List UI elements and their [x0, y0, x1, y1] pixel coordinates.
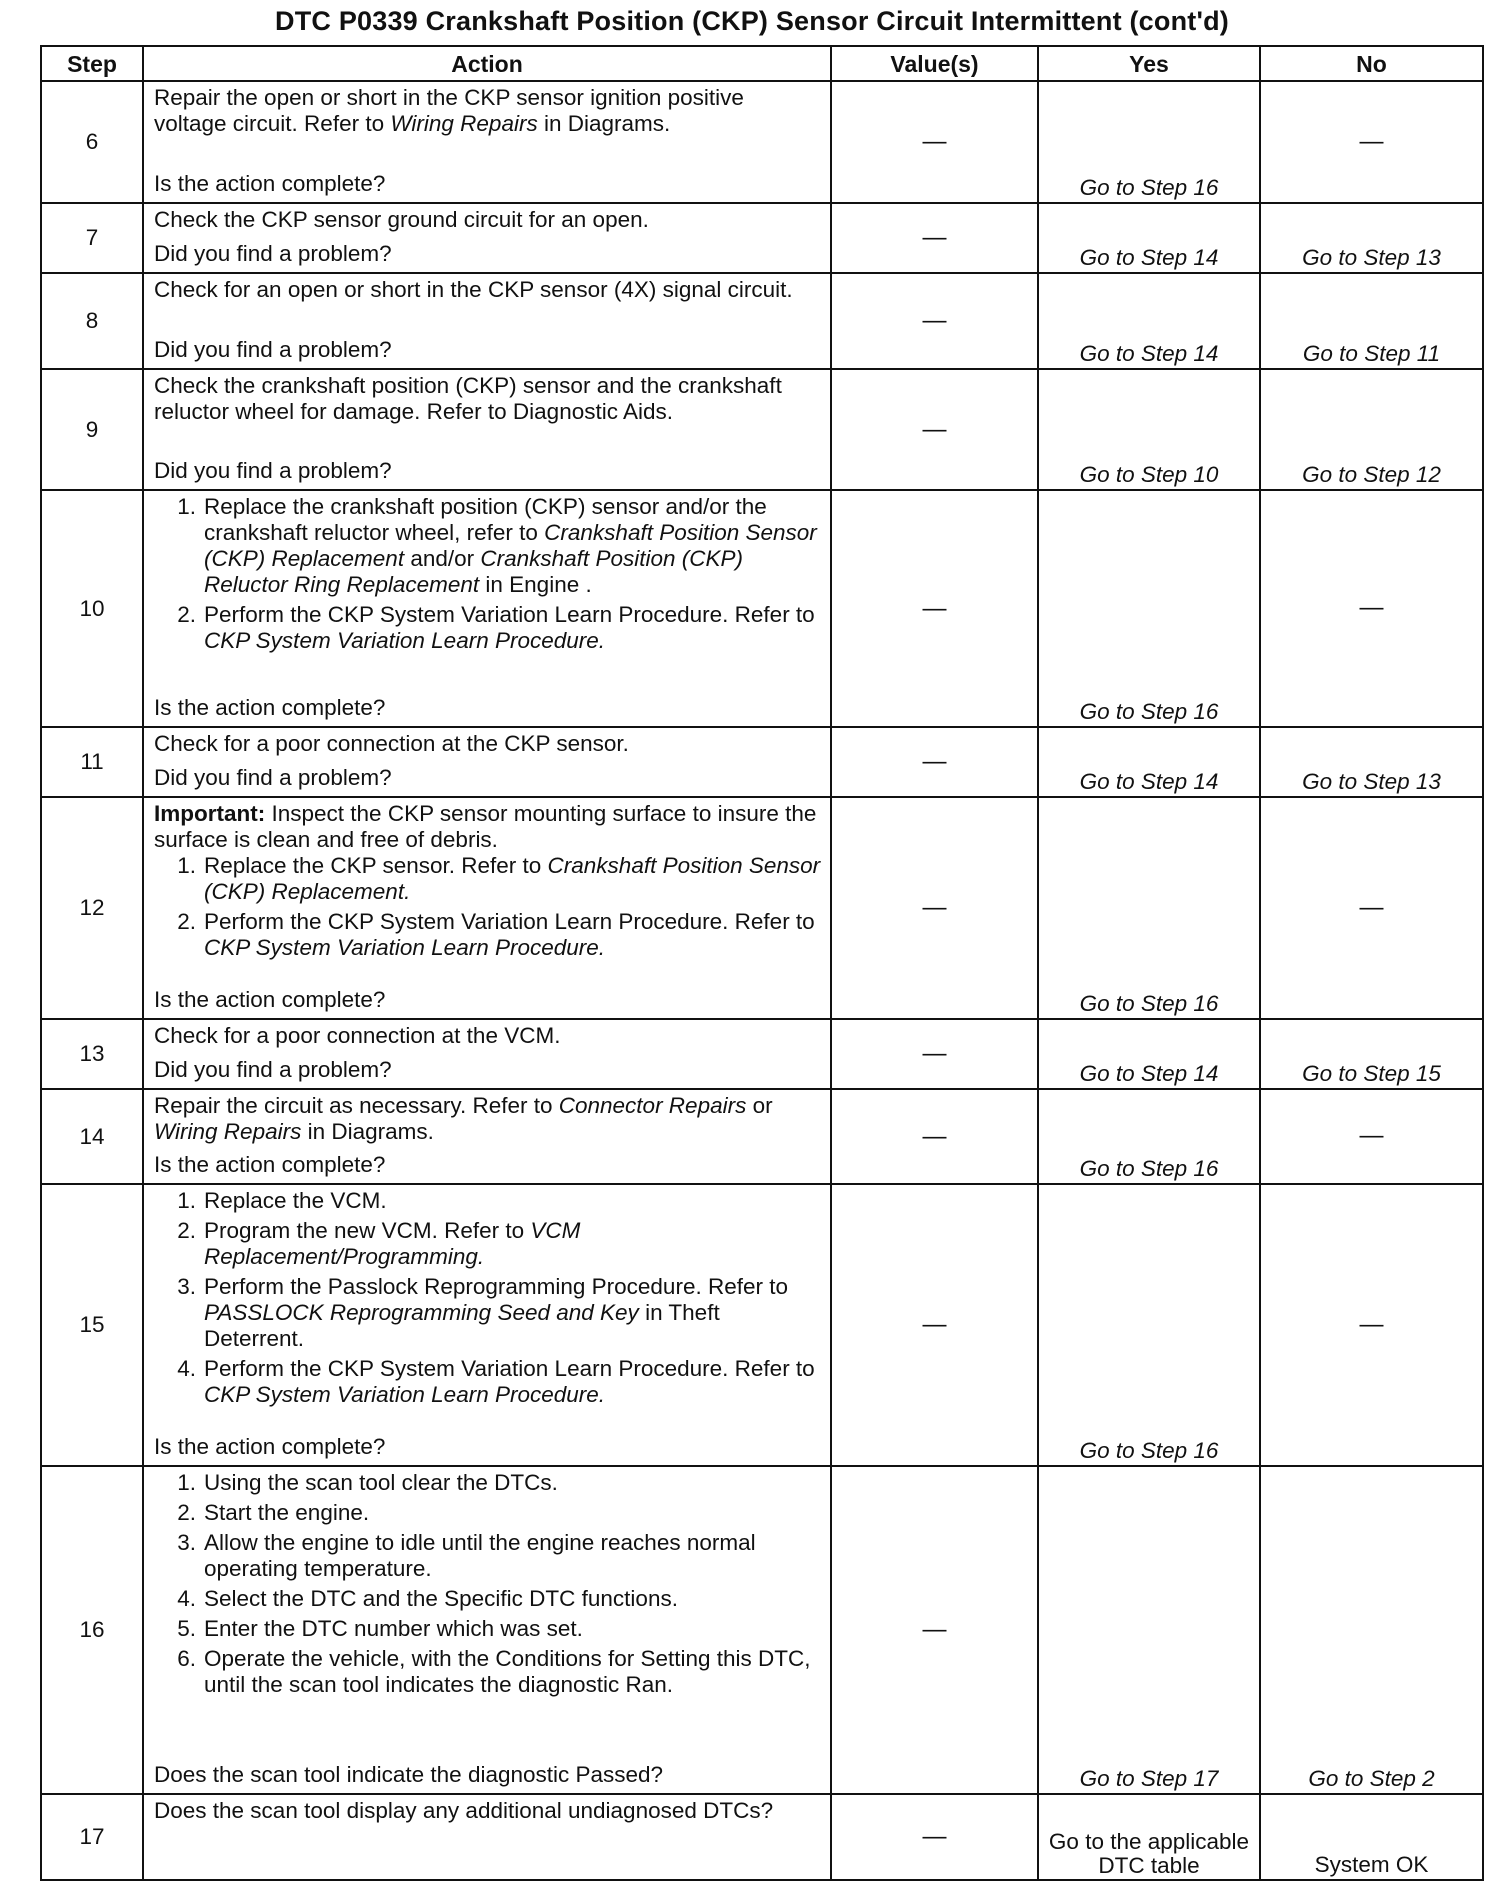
table-body [41, 81, 1483, 1880]
action-text: Check the CKP sensor ground circuit for an open. [154, 207, 649, 232]
no-cell: Go to Step 13 [1260, 727, 1483, 797]
action-body [154, 207, 822, 233]
action-body [154, 1093, 822, 1145]
reference-text: CKP System Variation Learn Procedure. [204, 935, 606, 960]
yes-cell: Go to the applicable DTC table [1038, 1794, 1260, 1880]
yes-cell: Go to Step 14 [1038, 203, 1260, 273]
step-number: 14 [41, 1089, 143, 1184]
action-question: Is the action complete? [154, 1434, 386, 1459]
reference-text: CKP System Variation Learn Procedure. [204, 628, 606, 653]
action-body [154, 1188, 822, 1412]
list-item-text [204, 602, 822, 654]
action-steps-list [154, 853, 822, 961]
yes-cell: Go to Step 16 [1038, 1089, 1260, 1184]
action-paragraph [154, 1093, 822, 1145]
value-cell: — [831, 1794, 1038, 1880]
action-cell [143, 203, 831, 273]
action-text: Check for a poor connection at the CKP sensor. [154, 731, 629, 756]
table-row [41, 203, 1483, 273]
table-row [41, 727, 1483, 797]
list-item [154, 1586, 822, 1612]
action-cell [143, 1794, 831, 1880]
action-text: in Diagrams. [537, 111, 671, 136]
list-item [154, 1218, 822, 1270]
yes-cell: Go to Step 17 [1038, 1466, 1260, 1794]
action-cell [143, 273, 831, 369]
step-number: 15 [41, 1184, 143, 1466]
yes-cell: Go to Step 14 [1038, 1019, 1260, 1089]
action-paragraph [154, 1798, 822, 1824]
yes-cell: Go to Step 16 [1038, 1184, 1260, 1466]
action-text: Perform the CKP System Variation Learn Procedure. Refer to [204, 909, 815, 934]
action-content [154, 801, 822, 1013]
table-row [41, 1089, 1483, 1184]
step-number: 8 [41, 273, 143, 369]
step-number: 17 [41, 1794, 143, 1880]
action-body [154, 1798, 822, 1824]
table-row [41, 1019, 1483, 1089]
action-text: Inspect the CKP sensor mounting surface to insure the surface is clean and free of debris. [154, 801, 817, 852]
action-text: Check for a poor connection at the VCM. [154, 1023, 561, 1048]
value-cell: — [831, 490, 1038, 727]
table-row [41, 273, 1483, 369]
reference-text: CKP System Variation Learn Procedure. [204, 1382, 606, 1407]
list-item-number: 6. [177, 1646, 196, 1671]
list-item-number: 5. [177, 1616, 196, 1641]
action-text: in Diagrams. [301, 1119, 434, 1144]
step-number: 7 [41, 203, 143, 273]
value-cell: — [831, 273, 1038, 369]
table-row [41, 1184, 1483, 1466]
action-text: Replace the CKP sensor. Refer to [204, 853, 548, 878]
action-content [154, 1470, 822, 1788]
step-number: 16 [41, 1466, 143, 1794]
action-cell [143, 727, 831, 797]
action-content [154, 731, 822, 791]
header-yes: Yes [1038, 46, 1260, 81]
table-row [41, 490, 1483, 727]
list-item-number: 3. [177, 1530, 196, 1555]
list-item-number: 1. [177, 1188, 196, 1213]
action-cell [143, 369, 831, 490]
list-item [154, 1530, 822, 1582]
action-text: Program the new VCM. Refer to [204, 1218, 531, 1243]
list-item-number: 1. [177, 853, 196, 878]
no-cell: Go to Step 12 [1260, 369, 1483, 490]
list-item-number: 1. [177, 494, 196, 519]
action-body [154, 85, 822, 137]
action-question: Does the scan tool indicate the diagnostic Passed? [154, 1762, 664, 1787]
list-item-number: 2. [177, 1218, 196, 1243]
action-text: Check the crankshaft position (CKP) sensor and the crankshaft reluctor wheel for damage. Refer to Diagnostic Aids. [154, 373, 782, 424]
list-item-text [204, 494, 822, 598]
list-item [154, 1616, 822, 1642]
action-body [154, 373, 822, 425]
action-text: Perform the CKP System Variation Learn Procedure. Refer to [204, 1356, 815, 1381]
list-item-number: 2. [177, 1500, 196, 1525]
action-text: Repair the circuit as necessary. Refer to [154, 1093, 559, 1118]
value-cell: — [831, 1089, 1038, 1184]
action-paragraph [154, 1023, 822, 1049]
action-content [154, 1188, 822, 1460]
list-item-text [204, 1218, 822, 1270]
action-cell [143, 1019, 831, 1089]
table-row [41, 797, 1483, 1019]
action-content [154, 85, 822, 197]
list-item-text [204, 1586, 822, 1612]
list-item-number: 2. [177, 602, 196, 627]
action-cell [143, 81, 831, 203]
header-step: Step [41, 46, 143, 81]
list-item [154, 1356, 822, 1408]
list-item [154, 1646, 822, 1698]
value-cell: — [831, 1466, 1038, 1794]
yes-cell: Go to Step 10 [1038, 369, 1260, 490]
reference-text: Crankshaft Position Sensor (CKP) Replacement. [204, 853, 821, 904]
table-row [41, 81, 1483, 203]
action-text: Start the engine. [204, 1500, 370, 1525]
action-question: Is the action complete? [154, 1152, 386, 1177]
action-text: Does the scan tool display any additional undiagnosed DTCs? [154, 1798, 774, 1823]
value-cell: — [831, 797, 1038, 1019]
value-cell: — [831, 727, 1038, 797]
list-item-number: 4. [177, 1586, 196, 1611]
list-item [154, 602, 822, 654]
table-row [41, 1466, 1483, 1794]
action-text: in Engine . [479, 572, 592, 597]
action-question: Did you find a problem? [154, 241, 392, 266]
diagnostic-table [40, 45, 1484, 1881]
list-item [154, 1188, 822, 1214]
action-content [154, 373, 822, 484]
list-item [154, 909, 822, 961]
action-body [154, 277, 822, 303]
action-body [154, 731, 822, 757]
yes-cell: Go to Step 14 [1038, 273, 1260, 369]
action-cell [143, 1089, 831, 1184]
action-text: Repair the open or short in the CKP sensor ignition positive voltage circuit. Refer to [154, 85, 744, 136]
action-body [154, 1470, 822, 1702]
value-cell: — [831, 203, 1038, 273]
action-text: and/or [404, 546, 481, 571]
reference-text: PASSLOCK Reprogramming Seed and Key [204, 1300, 639, 1325]
step-number: 9 [41, 369, 143, 490]
list-item-text [204, 853, 822, 905]
action-cell [143, 490, 831, 727]
no-cell: System OK [1260, 1794, 1483, 1880]
action-paragraph [154, 277, 822, 303]
action-text: Replace the VCM. [204, 1188, 387, 1213]
no-cell: — [1260, 1089, 1483, 1184]
reference-text: VCM Replacement/Programming. [204, 1218, 581, 1269]
reference-text: Wiring Repairs [390, 111, 538, 136]
important-label: Important: [154, 801, 266, 826]
step-number: 12 [41, 797, 143, 1019]
action-paragraph [154, 207, 822, 233]
action-question: Is the action complete? [154, 171, 386, 196]
list-item-number: 4. [177, 1356, 196, 1381]
header-no: No [1260, 46, 1483, 81]
action-text: Allow the engine to idle until the engine reaches normal operating temperature. [204, 1530, 756, 1581]
action-question: Did you find a problem? [154, 1057, 392, 1082]
step-number: 11 [41, 727, 143, 797]
list-item-text [204, 909, 822, 961]
value-cell: — [831, 81, 1038, 203]
no-cell: — [1260, 797, 1483, 1019]
action-question: Did you find a problem? [154, 765, 392, 790]
action-body [154, 494, 822, 658]
list-item-text [204, 1188, 822, 1214]
value-cell: — [831, 1184, 1038, 1466]
no-cell: Go to Step 15 [1260, 1019, 1483, 1089]
action-steps-list [154, 1188, 822, 1408]
action-question: Did you find a problem? [154, 458, 392, 483]
list-item-text [204, 1274, 822, 1352]
value-cell: — [831, 1019, 1038, 1089]
list-item-text [204, 1616, 822, 1642]
no-cell: — [1260, 490, 1483, 727]
action-content [154, 494, 822, 721]
action-text: Perform the CKP System Variation Learn Procedure. Refer to [204, 602, 815, 627]
action-cell [143, 797, 831, 1019]
reference-text: Wiring Repairs [154, 1119, 302, 1144]
action-text: or [746, 1093, 773, 1118]
reference-text: Crankshaft Position Sensor (CKP) Replacement [204, 520, 817, 571]
list-item [154, 494, 822, 598]
action-steps-list [154, 494, 822, 654]
action-question: Is the action complete? [154, 695, 386, 720]
list-item [154, 1500, 822, 1526]
list-item-text [204, 1530, 822, 1582]
action-content [154, 1798, 822, 1874]
list-item [154, 1470, 822, 1496]
action-text: Perform the Passlock Reprogramming Procedure. Refer to [204, 1274, 788, 1299]
action-body [154, 1023, 822, 1049]
list-item-text [204, 1356, 822, 1408]
no-cell: — [1260, 81, 1483, 203]
value-cell: — [831, 369, 1038, 490]
action-paragraph [154, 85, 822, 137]
list-item-text [204, 1646, 822, 1698]
yes-cell: Go to Step 16 [1038, 81, 1260, 203]
action-text: Operate the vehicle, with the Conditions for Setting this DTC, until the scan tool indicates the diagnostic Ran. [204, 1646, 811, 1697]
action-cell [143, 1466, 831, 1794]
action-paragraph [154, 373, 822, 425]
action-text: Enter the DTC number which was set. [204, 1616, 583, 1641]
list-item [154, 853, 822, 905]
header-action: Action [143, 46, 831, 81]
step-number: 10 [41, 490, 143, 727]
action-text: Replace the crankshaft position (CKP) sensor and/or the crankshaft reluctor wheel, refer to [204, 494, 767, 545]
action-body [154, 801, 822, 965]
table-row [41, 1794, 1483, 1880]
action-paragraph [154, 731, 822, 757]
action-question: Did you find a problem? [154, 337, 392, 362]
page-title: DTC P0339 Crankshaft Position (CKP) Sensor Circuit Intermittent (cont'd) [275, 6, 1229, 36]
yes-cell: Go to Step 16 [1038, 797, 1260, 1019]
action-question: Is the action complete? [154, 987, 386, 1012]
table-row [41, 369, 1483, 490]
header-values: Value(s) [831, 46, 1038, 81]
action-steps-list [154, 1470, 822, 1698]
header-row [41, 46, 1483, 81]
action-content [154, 277, 822, 363]
action-content [154, 207, 822, 267]
action-text: in Theft Deterrent. [204, 1300, 720, 1351]
step-number: 6 [41, 81, 143, 203]
reference-text: Connector Repairs [558, 1093, 747, 1118]
action-paragraph [154, 801, 822, 853]
reference-text: Crankshaft Position (CKP) Reluctor Ring Replacement [204, 546, 743, 597]
list-item-number: 3. [177, 1274, 196, 1299]
no-cell: Go to Step 11 [1260, 273, 1483, 369]
list-item-text [204, 1500, 822, 1526]
yes-cell: Go to Step 14 [1038, 727, 1260, 797]
action-content [154, 1093, 822, 1178]
yes-cell: Go to Step 16 [1038, 490, 1260, 727]
no-cell: — [1260, 1184, 1483, 1466]
no-cell: Go to Step 2 [1260, 1466, 1483, 1794]
action-content [154, 1023, 822, 1083]
action-cell [143, 1184, 831, 1466]
list-item-number: 2. [177, 909, 196, 934]
no-cell: Go to Step 13 [1260, 203, 1483, 273]
action-text: Check for an open or short in the CKP sensor (4X) signal circuit. [154, 277, 793, 302]
list-item [154, 1274, 822, 1352]
list-item-number: 1. [177, 1470, 196, 1495]
action-text: Select the DTC and the Specific DTC functions. [204, 1586, 678, 1611]
list-item-text [204, 1470, 822, 1496]
action-text: Using the scan tool clear the DTCs. [204, 1470, 558, 1495]
step-number: 13 [41, 1019, 143, 1089]
